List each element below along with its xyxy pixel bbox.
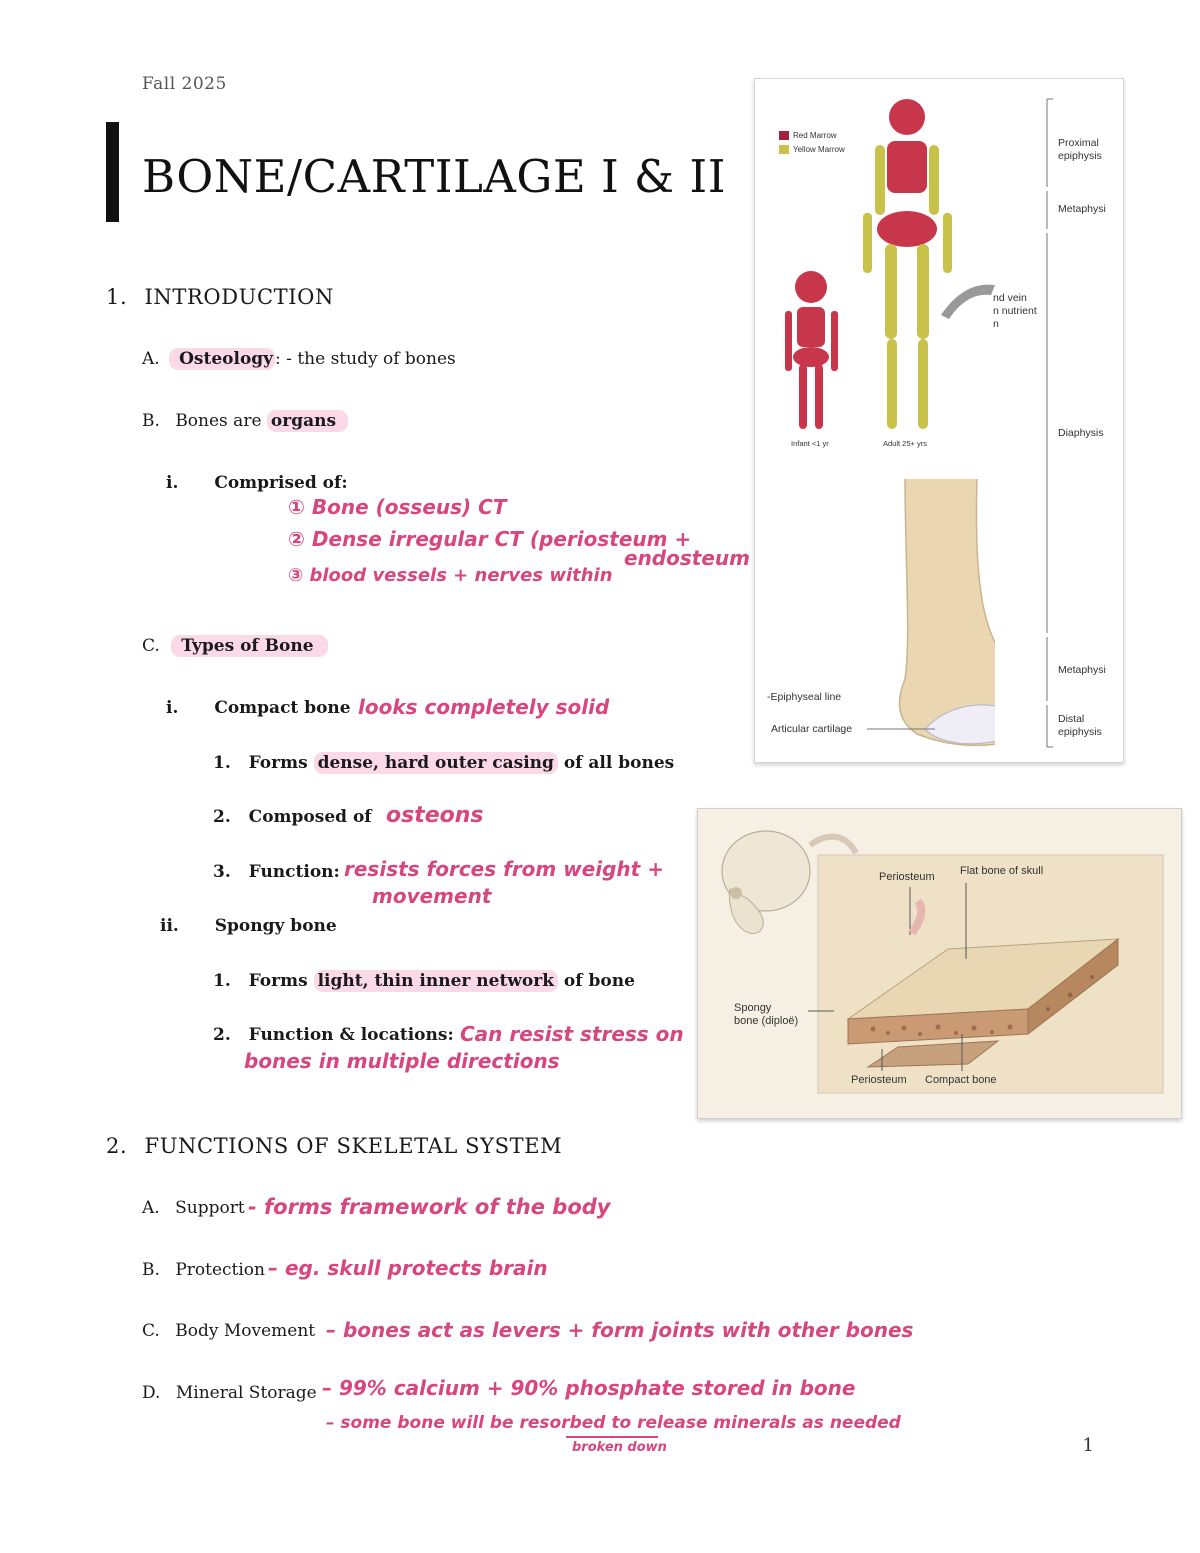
label-distal: Distal bbox=[1058, 713, 1085, 725]
note-movement: movement bbox=[372, 884, 492, 908]
section-1-heading bbox=[106, 285, 334, 309]
note-blood-vessels: ③ blood vessels + nerves within bbox=[288, 565, 613, 586]
label-spongy: Spongy bbox=[734, 1002, 772, 1014]
section-2-number: 2. bbox=[106, 1134, 128, 1158]
spongy-item-1-highlight: light, thin inner network bbox=[314, 970, 558, 992]
legend-red-marrow: Red Marrow bbox=[793, 131, 837, 140]
compact-item-2-marker: 2. bbox=[213, 807, 231, 827]
function-item-d-text: Mineral Storage bbox=[175, 1383, 317, 1403]
spongy-item-2 bbox=[213, 1025, 454, 1045]
note-dense-irregular-ct: ② Dense irregular CT (periosteum + bbox=[288, 527, 692, 551]
item-1b-i bbox=[166, 473, 348, 493]
compact-item-1-highlight: dense, hard outer casing bbox=[314, 752, 558, 774]
item-1c-ii-marker: ii. bbox=[160, 916, 179, 936]
item-1b bbox=[142, 411, 348, 431]
item-1c-marker: C. bbox=[142, 636, 160, 656]
caption-adult: Adult 25+ yrs bbox=[883, 439, 927, 448]
semester-label: Fall 2025 bbox=[142, 74, 227, 94]
section-2-heading bbox=[106, 1134, 562, 1158]
organs-term: organs bbox=[267, 410, 348, 432]
spongy-item-2-pre: Function & locations: bbox=[248, 1025, 454, 1045]
function-item-a bbox=[142, 1198, 245, 1218]
note-endosteum: endosteum bbox=[624, 546, 750, 570]
compact-item-3-pre: Function: bbox=[248, 862, 340, 882]
label-diaphysis: Diaphysis bbox=[1058, 427, 1104, 439]
note-looks-solid: looks completely solid bbox=[358, 695, 610, 719]
label-proximal: Proximal bbox=[1058, 137, 1099, 149]
label-epiphyseal-line: -Epiphyseal line bbox=[767, 691, 842, 703]
compact-item-1-marker: 1. bbox=[213, 753, 231, 773]
function-item-c bbox=[142, 1321, 315, 1341]
label-periosteum-top: Periosteum bbox=[879, 871, 935, 883]
label-metaphysis-top: Metaphysi bbox=[1058, 203, 1106, 215]
label-nutrient: n nutrient bbox=[993, 305, 1037, 317]
spongy-item-1-post: of bone bbox=[558, 971, 635, 991]
label-n: n bbox=[993, 318, 999, 330]
note-protection: – eg. skull protects brain bbox=[268, 1256, 548, 1280]
section-1-number: 1. bbox=[106, 285, 128, 309]
note-osteons: osteons bbox=[386, 803, 484, 828]
compact-item-1 bbox=[213, 753, 674, 773]
item-1c-i-marker: i. bbox=[166, 698, 179, 718]
label-compact-bone: Compact bone bbox=[925, 1074, 997, 1086]
note-support: - forms framework of the body bbox=[248, 1195, 611, 1219]
spongy-item-1-marker: 1. bbox=[213, 971, 231, 991]
function-item-a-text: Support bbox=[175, 1198, 245, 1218]
function-item-c-text: Body Movement bbox=[175, 1321, 316, 1341]
item-1a-marker: A. bbox=[142, 349, 160, 369]
function-item-c-marker: C. bbox=[142, 1321, 160, 1341]
function-item-d-marker: D. bbox=[142, 1383, 161, 1403]
osteology-definition: : - the study of bones bbox=[275, 349, 456, 369]
item-1b-marker: B. bbox=[142, 411, 160, 431]
item-1b-text: Bones are bbox=[175, 411, 267, 431]
flat-bone-figure bbox=[697, 808, 1182, 1119]
compact-item-3-marker: 3. bbox=[213, 862, 231, 882]
note-mineral-storage: – 99% calcium + 90% phosphate stored in bone bbox=[322, 1376, 856, 1400]
label-vein: nd vein bbox=[993, 292, 1027, 304]
note-broken-down: broken down bbox=[572, 1440, 667, 1455]
note-resist-stress: Can resist stress on bbox=[460, 1022, 684, 1046]
label-diploe: bone (diploë) bbox=[734, 1015, 799, 1027]
function-item-b bbox=[142, 1260, 265, 1280]
compact-item-1-pre: Forms bbox=[248, 753, 314, 773]
label-articular-cartilage: Articular cartilage bbox=[771, 723, 853, 735]
long-bone-figure bbox=[754, 78, 1124, 763]
item-1a bbox=[142, 349, 456, 369]
compact-item-2-pre: Composed of bbox=[248, 807, 372, 827]
note-body-movement: – bones act as levers + form joints with other bones bbox=[326, 1318, 914, 1342]
long-bone-illustration bbox=[755, 79, 1123, 762]
spongy-item-2-marker: 2. bbox=[213, 1025, 231, 1045]
osteology-term: Osteology bbox=[169, 348, 275, 370]
note-bone-ct: ① Bone (osseus) CT bbox=[288, 495, 507, 519]
function-item-d bbox=[142, 1383, 317, 1403]
red-marrow-swatch bbox=[779, 131, 789, 140]
compact-bone-label: Compact bone bbox=[214, 698, 351, 718]
caption-infant: Infant <1 yr bbox=[791, 439, 829, 448]
legend-yellow-marrow: Yellow Marrow bbox=[793, 145, 845, 154]
page-number: 1 bbox=[1082, 1435, 1094, 1456]
label-periosteum-bottom: Periosteum bbox=[851, 1074, 907, 1086]
note-resorbed: – some bone will be resorbed to release minerals as needed bbox=[326, 1413, 901, 1433]
page-title: BONE/CARTILAGE I & II bbox=[142, 150, 726, 203]
spongy-item-1-pre: Forms bbox=[248, 971, 314, 991]
resorbed-underline bbox=[566, 1436, 658, 1438]
types-of-bone-term: Types of Bone bbox=[171, 635, 327, 657]
spongy-item-1 bbox=[213, 971, 635, 991]
note-multiple-directions: bones in multiple directions bbox=[244, 1049, 560, 1073]
label-flat-bone-of-skull: Flat bone of skull bbox=[960, 865, 1044, 877]
note-resists-forces: resists forces from weight + bbox=[344, 857, 664, 881]
title-accent-bar bbox=[106, 122, 119, 222]
compact-item-1-post: of all bones bbox=[557, 753, 675, 773]
item-1b-i-marker: i. bbox=[166, 473, 179, 493]
function-item-b-marker: B. bbox=[142, 1260, 160, 1280]
label-distal-epiphysis: epiphysis bbox=[1058, 726, 1102, 738]
compact-item-2 bbox=[213, 807, 372, 827]
compact-item-3 bbox=[213, 862, 340, 882]
function-item-a-marker: A. bbox=[142, 1198, 160, 1218]
flat-bone-illustration bbox=[698, 809, 1181, 1118]
item-1c bbox=[142, 636, 328, 656]
section-2-title: FUNCTIONS OF SKELETAL SYSTEM bbox=[144, 1134, 563, 1158]
item-1c-ii bbox=[160, 916, 337, 936]
function-item-b-text: Protection bbox=[175, 1260, 265, 1280]
spongy-bone-label: Spongy bone bbox=[214, 916, 337, 936]
label-metaphysis-bottom: Metaphysi bbox=[1058, 664, 1106, 676]
comprised-of-label: Comprised of: bbox=[214, 473, 348, 493]
section-1-title: INTRODUCTION bbox=[144, 285, 334, 309]
label-proximal-epiphysis: epiphysis bbox=[1058, 150, 1102, 162]
item-1c-i bbox=[166, 698, 351, 718]
yellow-marrow-swatch bbox=[779, 145, 789, 154]
